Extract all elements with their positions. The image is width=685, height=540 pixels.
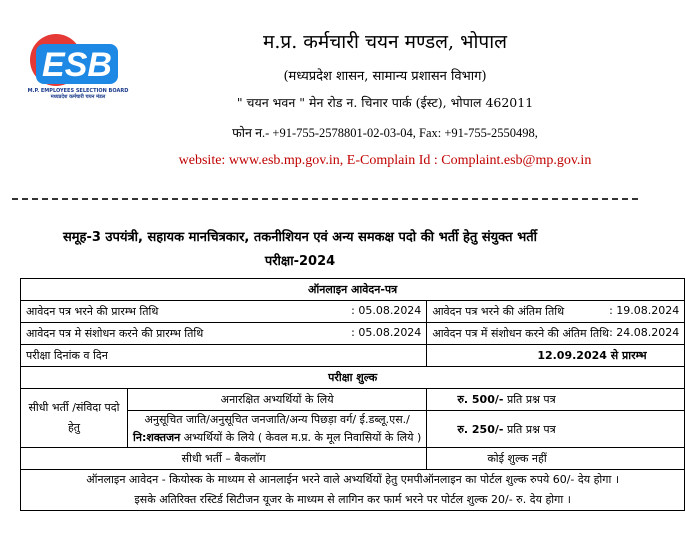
org-address: " चयन भवन " मेन रोड न. चिनार पार्क (ईस्ट), भोपाल 462011 bbox=[236, 95, 534, 110]
complain-label: , E-Complain Id : bbox=[339, 153, 442, 168]
fee-heading: परीक्षा शुल्क bbox=[21, 367, 685, 389]
last-date-cell: आवेदन पत्र भरने की अंतिम तिथि : 19.08.2024 bbox=[427, 301, 685, 323]
org-web bbox=[130, 153, 640, 169]
unreserved-label: अनारक्षित अभ्यर्थियों के लिये bbox=[128, 389, 427, 411]
notice-table bbox=[20, 278, 685, 511]
portal-fee-note: ऑनलाइन आवेदन - कियोस्क के माध्यम से आनलाईन भरने वाले अभ्यर्थियों हेतु एमपीऑनलाइन का पोर्टल शुल्क रुपये 60/- देय होगा । इसके अतिरिक्त रस्टिर्ड सिटीजन यूजर के माध्यम से लागिन कर फार्म भरने पर पोर्टल शुल्क 20/- रु. देय होगा । bbox=[21, 470, 685, 511]
backlog-fee: कोई शुल्क नहीं bbox=[427, 448, 685, 470]
edit-last-cell: आवेदन पत्र में संशोधन करने की अंतिम तिथि : 24.08.2024 bbox=[427, 323, 685, 345]
exam-date-value: 12.09.2024 से प्रारम्भ bbox=[427, 345, 685, 367]
backlog-label: सीधी भर्ती – बैकलॉग bbox=[21, 448, 427, 470]
website-label: website: bbox=[178, 153, 229, 168]
complain-email-link[interactable]: Complaint.esb@mp.gov.in bbox=[441, 153, 592, 168]
category-label: सीधी भर्ती /संविदा पदो हेतु bbox=[21, 389, 128, 448]
org-title: म.प्र. कर्मचारी चयन मण्डल, भोपाल bbox=[262, 31, 508, 53]
exam-date-label: परीक्षा दिनांक व दिन bbox=[21, 345, 427, 367]
edit-start-cell: आवेदन पत्र मे संशोधन करने की प्रारम्भ तिथि : 05.08.2024 bbox=[21, 323, 427, 345]
org-phone: फोन न.- +91-755-2578801-02-03-04, Fax: +91-755-2550498, bbox=[232, 126, 538, 140]
notice-heading: समूह-3 उपयंत्री, सहायक मानचित्रकार, तकनीशियन एवं अन्य समकक्ष पदो की भर्ती हेतु संयुक्त भर्ती परीक्षा-2024 bbox=[63, 230, 537, 269]
reserved-label: अनुसूचित जाति/अनुसूचित जनजाति/अन्य पिछड़ा वर्ग/ ई.डब्लू.एस./ नि:शक्तजन अभ्यर्थियों के लिये ( केवल म.प्र. के मूल निवासियों के लिये ) bbox=[128, 411, 427, 448]
website-link[interactable]: www.esb.mp.gov.in bbox=[228, 153, 340, 168]
reserved-fee: रु. 250/- प्रति प्रश्न पत्र bbox=[427, 411, 685, 448]
divider bbox=[12, 198, 638, 200]
start-date-cell: आवेदन पत्र भरने की प्रारम्भ तिथि : 05.08.2024 bbox=[21, 301, 427, 323]
unreserved-fee: रु. 500/- प्रति प्रश्न पत्र bbox=[427, 389, 685, 411]
org-subtitle: (मध्यप्रदेश शासन, सामान्य प्रशासन विभाग) bbox=[283, 69, 487, 84]
logo-text: ESB bbox=[42, 46, 112, 84]
logo-caption: M.P. EMPLOYEES SELECTION BOARD मध्यप्रदेश कर्मचारी चयन मंडल bbox=[27, 88, 129, 100]
online-form-heading: ऑनलाइन आवेदन-पत्र bbox=[21, 279, 685, 301]
